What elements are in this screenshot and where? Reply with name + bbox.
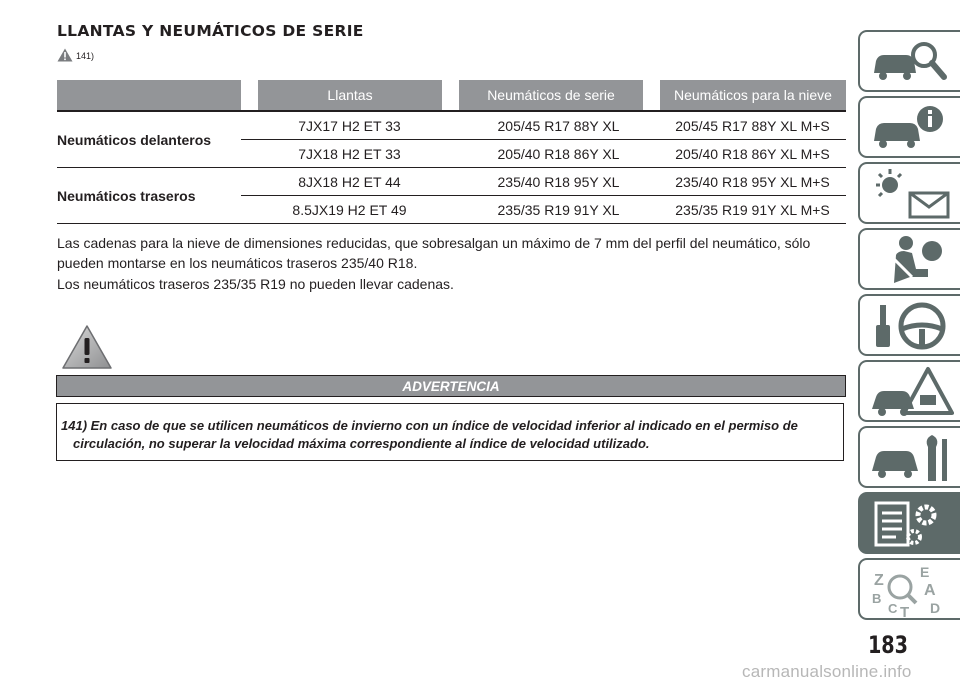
table-cell: 8JX18 H2 ET 44 — [298, 173, 401, 190]
table-cell: 235/35 R19 91Y XL M+S — [675, 201, 830, 218]
tab-safety[interactable] — [858, 228, 960, 290]
tab-car-search[interactable] — [858, 30, 960, 92]
wheels-tyres-table — [57, 80, 846, 224]
svg-text:B: B — [872, 591, 882, 606]
svg-text:E: E — [920, 564, 930, 580]
table-cell: 8.5JX19 H2 ET 49 — [292, 201, 407, 218]
table-cell: 205/45 R17 88Y XL — [497, 117, 620, 134]
technical-data-icon — [866, 497, 954, 551]
table-cell: 205/45 R17 88Y XL M+S — [675, 117, 830, 134]
header-cell-snow-tyres: Neumáticos para la nieve — [660, 80, 846, 110]
road-breakdown-icon — [866, 365, 954, 419]
car-info-icon — [866, 101, 954, 155]
header-cell-standard-tyres: Neumáticos de serie — [459, 80, 643, 110]
tab-emergency[interactable] — [858, 360, 960, 422]
table-cell: 235/40 R18 95Y XL M+S — [675, 173, 830, 190]
tab-warning-lights[interactable] — [858, 162, 960, 224]
table-cell: 235/35 R19 91Y XL — [497, 201, 620, 218]
table-cell: 205/40 R18 86Y XL — [497, 145, 620, 162]
tab-maintenance[interactable] — [858, 426, 960, 488]
svg-text:Z: Z — [874, 572, 884, 589]
svg-text:D: D — [930, 600, 941, 616]
svg-text:C: C — [888, 601, 898, 616]
warning-reference: 141) — [76, 51, 95, 61]
svg-text:A: A — [924, 582, 936, 599]
warning-triangle-small-icon — [57, 48, 73, 62]
warning-lights-message-icon — [866, 167, 954, 221]
tab-car-info[interactable] — [858, 96, 960, 158]
alphabetical-index-icon — [866, 563, 954, 617]
table-row — [241, 112, 846, 140]
airbag-seat-icon — [866, 233, 954, 287]
tab-technical-data[interactable] — [858, 492, 960, 554]
steering-wheel-icon — [866, 299, 954, 353]
group-label: Neumáticos delanteros — [57, 131, 212, 148]
warning-text: 141) En caso de que se utilicen neumáticos de invierno con un índice de velocidad inferior al indicado en el permiso de circulación, no superar la velocidad máxima correspondiente al índice de velocidad utilizado. — [61, 418, 798, 451]
body-paragraph: Las cadenas para la nieve de dimensiones reducidas, que sobresalgan un máximo de 7 mm del perfil del neumático, sólo pueden montarse en los neumáticos traseros 235/40 R18. — [57, 235, 811, 271]
table-group-front — [57, 112, 846, 167]
table-row — [241, 140, 846, 167]
warning-heading: ADVERTENCIA — [56, 375, 846, 397]
table-header — [57, 80, 846, 110]
table-row — [241, 168, 846, 196]
header-cell-blank — [57, 80, 241, 110]
svg-text:T: T — [900, 604, 910, 617]
table-cell: 7JX17 H2 ET 33 — [298, 117, 401, 134]
group-label: Neumáticos traseros — [57, 187, 196, 204]
body-paragraph: Los neumáticos traseros 235/35 R19 no pueden llevar cadenas. — [57, 276, 454, 292]
table-row — [241, 196, 846, 223]
tab-driving[interactable] — [858, 294, 960, 356]
table-group-rear — [57, 168, 846, 223]
car-search-icon — [866, 35, 954, 89]
warning-triangle-icon — [61, 324, 113, 370]
page-number: 183 — [867, 631, 909, 659]
table-cell: 205/40 R18 86Y XL M+S — [675, 145, 830, 162]
table-cell: 7JX18 H2 ET 33 — [298, 145, 401, 162]
car-maintenance-icon — [866, 431, 954, 485]
header-cell-rims: Llantas — [258, 80, 442, 110]
tab-index[interactable] — [858, 558, 960, 620]
watermark: carmanualsonline.info — [742, 662, 912, 681]
page-title: LLANTAS Y NEUMÁTICOS DE SERIE — [57, 22, 364, 40]
table-cell: 235/40 R18 95Y XL — [497, 173, 620, 190]
